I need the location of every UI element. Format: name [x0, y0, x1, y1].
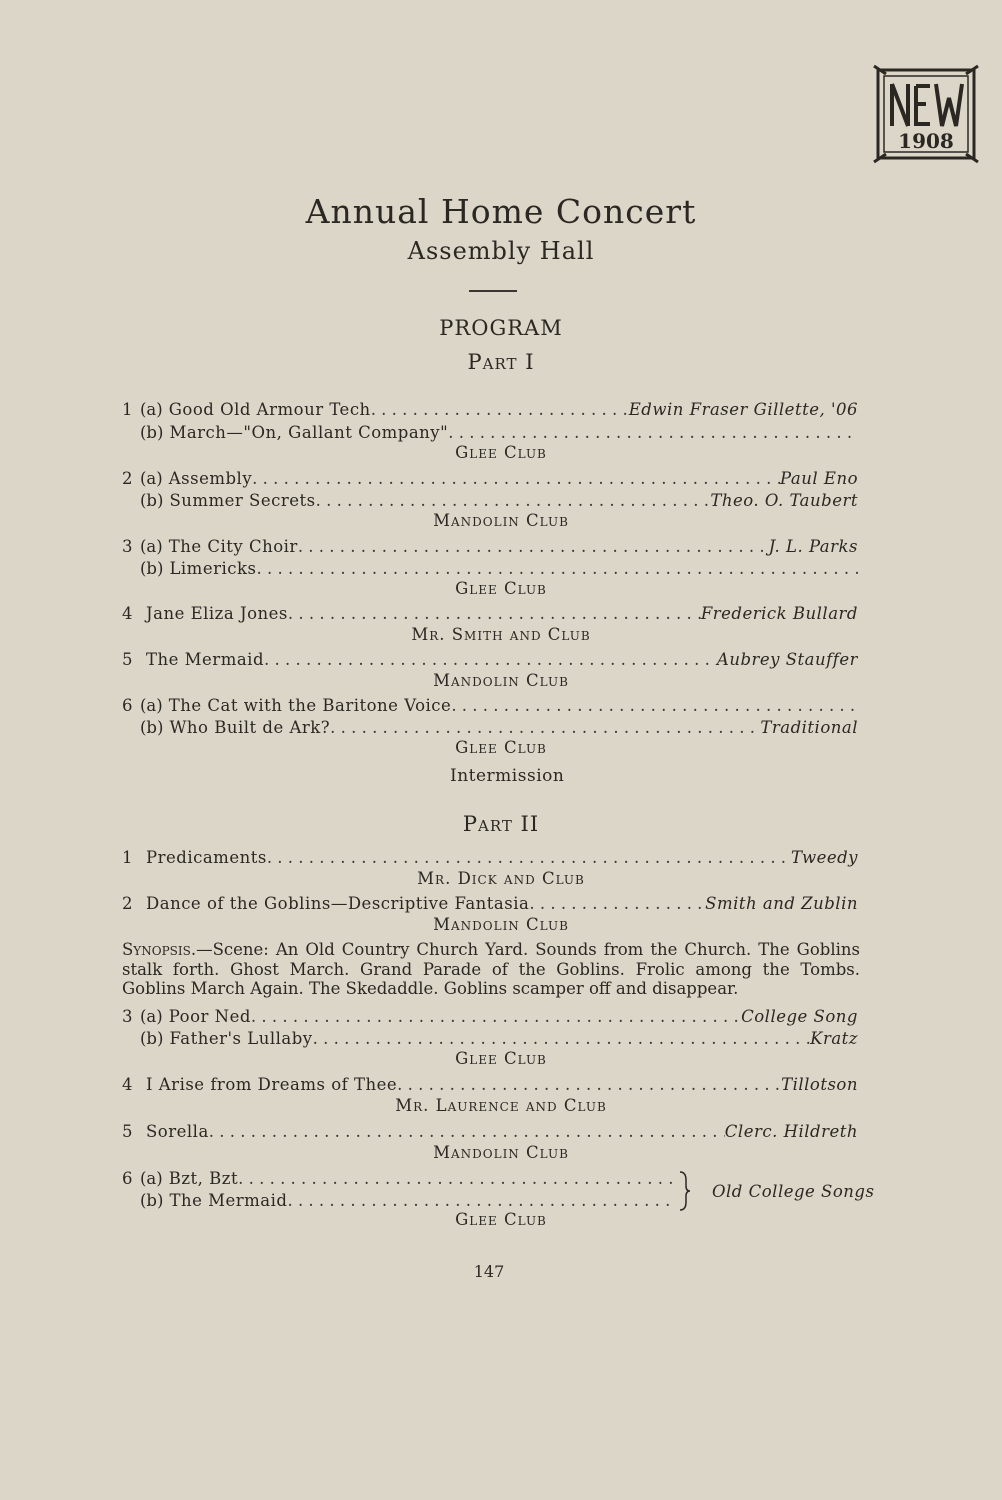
program-item: (b) Who Built de Ark? . . . Traditional	[122, 717, 858, 739]
program-item: 6 (a) The Cat with the Baritone Voice . . .	[122, 695, 858, 717]
performer-label: Mandolin Club	[433, 671, 569, 690]
program-item: (b) Father's Lullaby . . . Kratz	[122, 1028, 858, 1050]
synopsis-label: Synopsis.	[122, 940, 197, 959]
program-item: (b) Summer Secrets . . . Theo. O. Taubert	[122, 490, 858, 512]
performer-label: Mr. Laurence and Club	[395, 1096, 607, 1115]
performer-label: Glee Club	[455, 738, 547, 757]
performer-label: Mr. Smith and Club	[411, 625, 591, 644]
synopsis-text: —Scene: An Old Country Church Yard. Sounds from the Church. The Goblins stalk forth. Ghost March. Grand Parade of the Goblins. Frolic among the Tombs. Goblins March Again. The Skedaddle. Goblins scamper off and disappear.	[122, 940, 860, 998]
performer-label: Glee Club	[455, 1049, 547, 1068]
program-item: 5 The Mermaid . . . Aubrey Stauffer	[122, 649, 858, 671]
program-item: (b) March—"On, Gallant Company" . . .	[122, 422, 858, 444]
program-item: 5 Sorella . . . Clerc. Hildreth	[122, 1121, 858, 1143]
program-item: 2 (a) Assembly . . . Paul Eno	[122, 468, 858, 490]
program-item: (b) Limericks . . .	[122, 558, 858, 580]
program-item: 4 Jane Eliza Jones . . . Frederick Bullard	[122, 603, 858, 625]
program-item: 1 Predicaments . . . Tweedy	[122, 847, 858, 869]
program-item: 3 (a) Poor Ned . . . College Song	[122, 1006, 858, 1028]
performer-label: Glee Club	[455, 443, 547, 462]
performer-label: Mr. Dick and Club	[417, 869, 585, 888]
performer-label: Mandolin Club	[433, 915, 569, 934]
program-item: (b) The Mermaid . . .	[122, 1190, 674, 1212]
program-heading: PROGRAM	[439, 316, 563, 340]
program-item: 2 Dance of the Goblins—Descriptive Fantasia . . . Smith and Zublin	[122, 893, 858, 915]
class-of-1908-logo	[872, 64, 980, 164]
page-number: 147	[473, 1262, 505, 1281]
program-item: 6 (a) Bzt, Bzt . . .	[122, 1168, 674, 1190]
program-item: 1 (a) Good Old Armour Tech . . . Edwin Fraser Gillette, '06	[122, 399, 858, 421]
part-2-heading: Part II	[462, 812, 540, 836]
logo-year: 1908	[898, 129, 954, 153]
synopsis-paragraph	[122, 940, 860, 999]
performer-label: Glee Club	[455, 1210, 547, 1229]
performer-label: Mandolin Club	[433, 1143, 569, 1162]
program-item: 4 I Arise from Dreams of Thee . . . Tillotson	[122, 1074, 858, 1096]
intermission-label: Intermission	[450, 766, 565, 786]
performer-label: Mandolin Club	[433, 511, 569, 530]
page-subtitle: Assembly Hall	[407, 237, 595, 265]
page-title: Annual Home Concert	[305, 192, 697, 231]
part-1-heading: Part I	[467, 350, 535, 374]
right-brace-icon	[678, 1170, 692, 1212]
performer-label: Glee Club	[455, 579, 547, 598]
title-divider	[469, 290, 517, 292]
program-item: 3 (a) The City Choir . . . J. L. Parks	[122, 536, 858, 558]
old-college-songs-label: Old College Songs	[712, 1182, 875, 1201]
